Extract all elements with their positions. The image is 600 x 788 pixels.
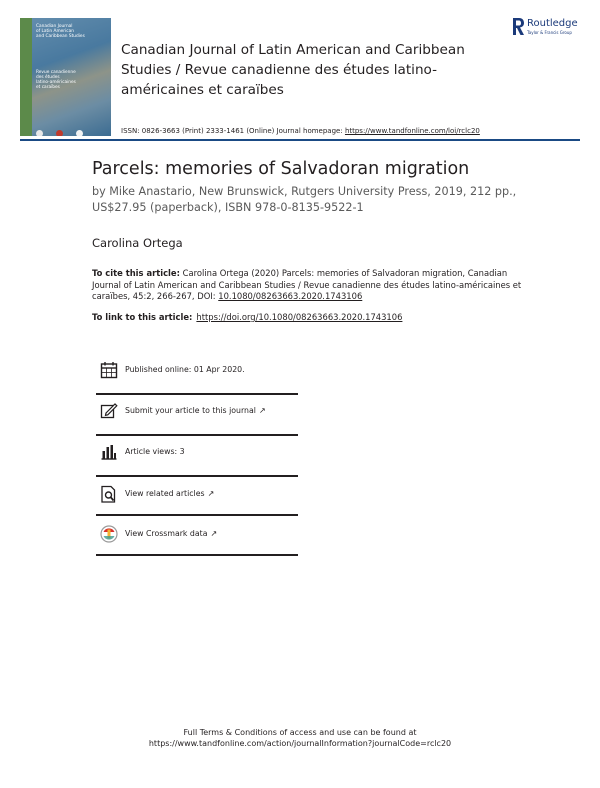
external-link-icon: ↗ xyxy=(258,406,266,415)
terms-footer xyxy=(0,727,600,749)
related-articles-text: View related articles xyxy=(125,489,205,498)
routledge-r-icon xyxy=(511,17,525,36)
journal-title xyxy=(121,40,501,100)
article-views-item xyxy=(96,437,298,477)
publisher-name: Routledge xyxy=(527,18,578,29)
byline-line: US$27.95 (paperback), ISBN 978-0-8135-9522-1 xyxy=(92,201,364,214)
external-link-icon: ↗ xyxy=(207,489,215,498)
article-link-line xyxy=(92,312,402,322)
cover-title-line: Canadian Journal xyxy=(36,24,73,29)
journal-title-line: Canadian Journal of Latin American and Caribbean xyxy=(121,42,465,58)
issn-line xyxy=(121,127,480,135)
article-doi-link[interactable]: https://doi.org/10.1080/08263663.2020.1743106 xyxy=(196,312,403,322)
submit-article-text: Submit your article to this journal xyxy=(125,406,256,415)
cover-logo-icon xyxy=(36,130,43,136)
journal-title-line: Studies / Revue canadienne des études latino- xyxy=(121,62,438,78)
info-divider xyxy=(96,514,298,516)
submit-article-item[interactable] xyxy=(96,396,298,436)
header-divider xyxy=(20,139,580,141)
info-divider xyxy=(96,393,298,395)
citation-label: To cite this article: xyxy=(92,268,180,278)
external-link-icon: ↗ xyxy=(210,529,218,538)
cover-logo-icon xyxy=(76,130,83,136)
citation-block xyxy=(92,268,522,303)
cover-spine-band xyxy=(20,18,32,136)
submit-article-link[interactable] xyxy=(125,406,266,415)
citation-doi-link[interactable]: 10.1080/08263663.2020.1743106 xyxy=(218,291,363,301)
routledge-logo[interactable] xyxy=(511,17,591,39)
issn-text: ISSN: 0826-3663 (Print) 2333-1461 (Online) Journal homepage: xyxy=(121,127,345,135)
info-divider xyxy=(96,554,298,556)
byline-line: by Mike Anastario, New Brunswick, Rutgers University Press, 2019, 212 pp., xyxy=(92,185,517,198)
article-link-label: To link to this article: xyxy=(92,312,193,322)
terms-footer-link[interactable]: https://www.tandfonline.com/action/journalInformation?journalCode=rclc20 xyxy=(148,739,452,748)
document-search-icon xyxy=(100,485,118,503)
cover-subtitle xyxy=(36,70,104,90)
cover-title-line: and Caribbean Studies xyxy=(36,34,85,39)
crossmark-item[interactable] xyxy=(96,519,298,559)
info-divider xyxy=(96,434,298,436)
bar-chart-icon xyxy=(100,443,118,461)
info-divider xyxy=(96,475,298,477)
journal-title-line: américaines et caraïbes xyxy=(121,82,284,98)
article-author: Carolina Ortega xyxy=(92,236,183,250)
publisher-tagline: Taylor & Francis Group xyxy=(527,30,572,35)
cover-title xyxy=(36,24,104,39)
cover-subtitle-line: et caraïbes xyxy=(36,85,60,90)
published-online-item xyxy=(96,355,298,395)
terms-footer-text: Full Terms & Conditions of access and use can be found at xyxy=(183,728,417,737)
cover-subtitle-line: latino-américaines xyxy=(36,80,76,85)
citation-text: Carolina Ortega (2020) Parcels: memories of Salvadoran migration, Canadian Journal of Latin American and Caribbean Studies / Revue canadienne des études latino-américaines et caraïbes, 45:2, 266-267, DOI: xyxy=(92,268,522,301)
article-title: Parcels: memories of Salvadoran migration xyxy=(92,159,470,179)
cover-subtitle-line: Revue canadienne xyxy=(36,70,76,75)
crossmark-text: View Crossmark data xyxy=(125,529,208,538)
cover-logos xyxy=(36,122,106,130)
calendar-icon xyxy=(100,361,118,379)
cover-subtitle-line: des études xyxy=(36,75,60,80)
published-online-text: Published online: 01 Apr 2020. xyxy=(125,365,245,374)
related-articles-item[interactable] xyxy=(96,479,298,519)
crossmark-link[interactable] xyxy=(125,529,217,538)
related-articles-link[interactable] xyxy=(125,489,214,498)
cover-title-line: of Latin American xyxy=(36,29,74,34)
crossmark-icon xyxy=(100,525,118,543)
article-byline xyxy=(92,184,552,216)
article-views-text: Article views: 3 xyxy=(125,447,185,456)
cover-logo-icon xyxy=(56,130,63,136)
journal-homepage-link[interactable]: https://www.tandfonline.com/loi/rclc20 xyxy=(344,127,480,135)
edit-icon xyxy=(100,402,118,420)
journal-cover-image xyxy=(20,18,111,136)
